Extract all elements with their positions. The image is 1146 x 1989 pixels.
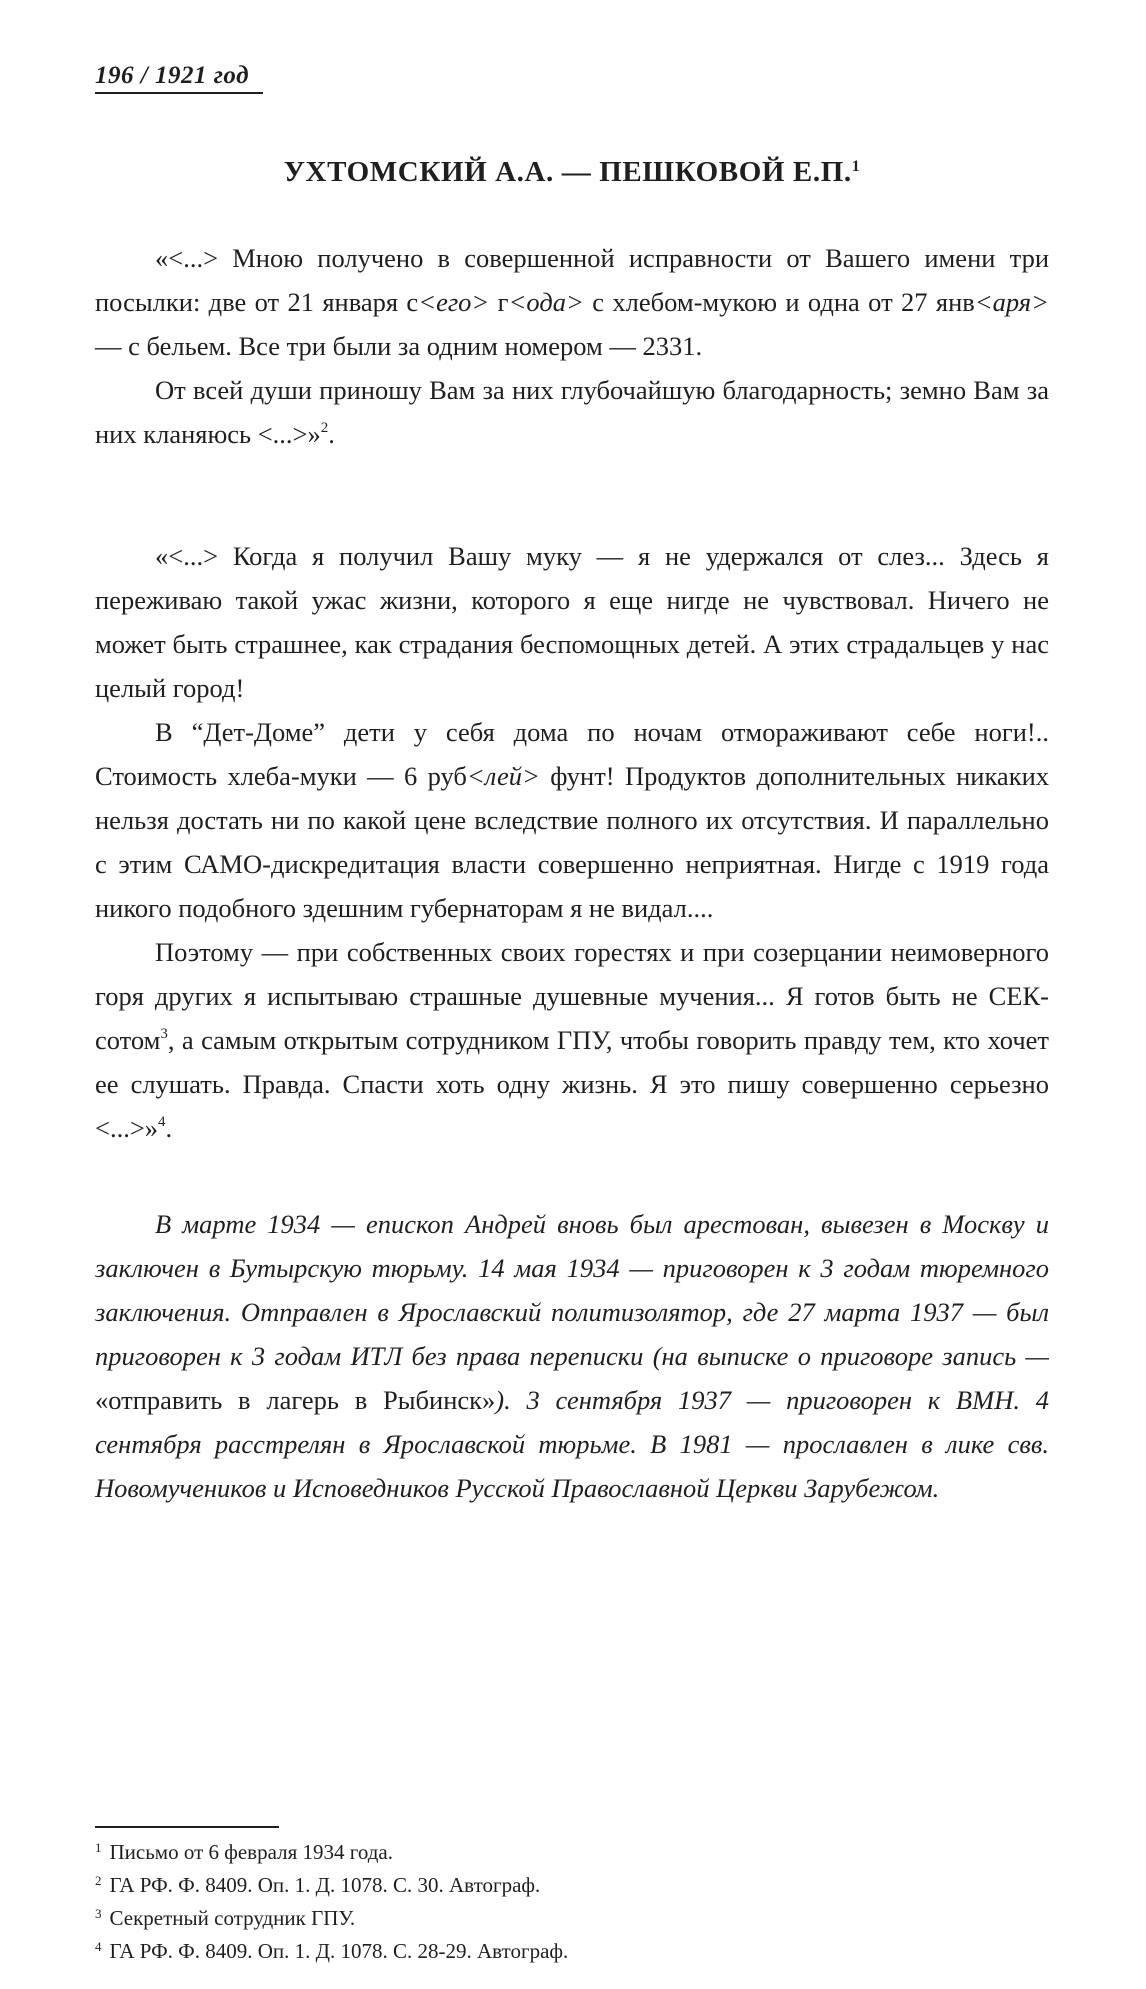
letter-2-paragraph-3	[95, 930, 1049, 1150]
letter-title	[95, 156, 1049, 189]
text-run: фунт! Продуктов дополнительных никаких нельзя достать ни по какой цене вследствие полного их отсутствия. И параллельно с этим САМО-дискредитация власти совершенно неприятная. Нигде с 1919 года никого подобного здешним губернаторам я не видал....	[95, 761, 1049, 923]
letter-1	[95, 236, 1049, 456]
footnote-ref-3: 3	[160, 1026, 168, 1042]
footnote-ref-4: 4	[158, 1114, 166, 1130]
text-run: «<...> Мною получено в совершенной исправности от Вашего имени три посылки: две от 21 января с	[95, 243, 1049, 317]
text-run: В “Дет-Доме” дети у себя дома по ночам отмораживают себе ноги!.. Стоимость хлеба-муки — 6 руб	[95, 717, 1049, 791]
editorial-insert: <аря>	[974, 287, 1049, 317]
text-run: От всей души приношу Вам за них глубочайшую благодарность; земно Вам за них кланяюсь <...>»	[95, 375, 1049, 449]
text-run: Поэтому — при собственных своих горестях и при созерцании неимоверного горя других я испытываю страшные душевные мучения... Я готов быть не СЕК-сотом	[95, 937, 1049, 1055]
letter-2-paragraph-2	[95, 710, 1049, 930]
editorial-insert: <его>	[418, 287, 490, 317]
footnote-text: ГА РФ. Ф. 8409. Оп. 1. Д. 1078. С. 30. Автограф.	[109, 1873, 541, 1897]
text-run: с хлебом-мукою и одна от 27 янв	[583, 287, 975, 317]
footnote	[95, 1902, 1049, 1935]
footnote-number: 3	[95, 1906, 102, 1921]
letter-1-paragraph-1	[95, 236, 1049, 368]
text-run: ). 3 сентября 1937 — приговорен к ВМН. 4 сентября расстрелян в Ярославской тюрьме. В 1981 — прославлен в лике свв. Новомучеников и Исповедников Русской Православной Церкви Зарубежом.	[95, 1385, 1049, 1503]
editorial-insert: <лей>	[466, 761, 540, 791]
footnotes	[95, 1836, 1049, 1968]
footnote-text: Секретный сотрудник ГПУ.	[109, 1906, 356, 1930]
text-run: , а самым открытым сотрудником ГПУ, чтобы говорить правду тем, кто хочет ее слушать. Правда. Спасти хоть одну жизнь. Я это пишу совершенно серьезно <...>»	[95, 1025, 1049, 1143]
running-head: 196 / 1921 год	[95, 62, 263, 94]
footnote-text: Письмо от 6 февраля 1934 года.	[109, 1840, 393, 1864]
footnote-number: 1	[95, 1840, 102, 1855]
letter-1-paragraph-2	[95, 368, 1049, 456]
text-run: — с бельем. Все три были за одним номером — 2331.	[95, 331, 703, 361]
footnote-number: 2	[95, 1873, 102, 1888]
letter-2	[95, 534, 1049, 1150]
footnote-number: 4	[95, 1939, 102, 1954]
footnote-text: ГА РФ. Ф. 8409. Оп. 1. Д. 1078. С. 28-29. Автограф.	[109, 1939, 569, 1963]
footnote	[95, 1836, 1049, 1869]
editorial-insert: <ода>	[508, 287, 584, 317]
text-run: г	[489, 287, 509, 317]
footnote	[95, 1935, 1049, 1968]
text-run: .	[165, 1113, 173, 1143]
letter-2-paragraph-1: «<...> Когда я получил Вашу муку — я не удержался от слез... Здесь я переживаю такой ужас жизни, которого я еще нигде не чувствовал. Ничего не может быть страшнее, как страдания беспомощных детей. А этих страдальцев у нас целый город!	[95, 541, 1049, 703]
footnote-divider	[95, 1826, 279, 1828]
biography-paragraph	[95, 1202, 1049, 1510]
biography-note	[95, 1202, 1049, 1510]
letter-title-text: УХТОМСКИЙ А.А. — ПЕШКОВОЙ Е.П.	[283, 156, 852, 188]
text-run: В марте 1934 — епископ Андрей вновь был арестован, вывезен в Москву и заключен в Бутырскую тюрьму. 14 мая 1934 — приговорен к 3 годам тюремного заключения. Отправлен в Ярославский политизолятор, где 27 марта 1937 — был приговорен к 3 годам ИТЛ без права переписки (на выписке о приговоре запись —	[95, 1209, 1049, 1371]
footnote-ref-1: 1	[851, 158, 861, 175]
footnote	[95, 1869, 1049, 1902]
quoted-record: «отправить в лагерь в Рыбинск»	[95, 1385, 496, 1415]
text-run: .	[328, 419, 335, 449]
footnote-ref-2: 2	[320, 420, 329, 436]
